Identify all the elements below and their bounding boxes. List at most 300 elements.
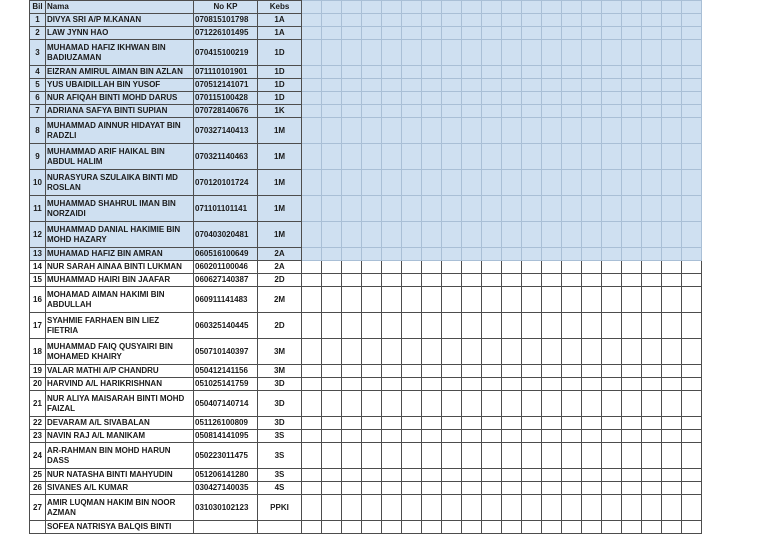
- grid-cell[interactable]: [402, 313, 422, 339]
- grid-cell[interactable]: [422, 443, 442, 469]
- grid-cell[interactable]: [422, 118, 442, 144]
- grid-cell[interactable]: [502, 1, 522, 14]
- grid-cell[interactable]: [462, 170, 482, 196]
- grid-cell[interactable]: [522, 261, 542, 274]
- grid-cell[interactable]: [402, 79, 422, 92]
- grid-cell[interactable]: [622, 196, 642, 222]
- grid-cell[interactable]: [562, 378, 582, 391]
- grid-cell[interactable]: [662, 274, 682, 287]
- grid-cell[interactable]: [462, 1, 482, 14]
- grid-cell[interactable]: [422, 144, 442, 170]
- grid-cell[interactable]: [362, 287, 382, 313]
- grid-cell[interactable]: [642, 521, 662, 534]
- grid-cell[interactable]: [602, 1, 622, 14]
- grid-cell[interactable]: [382, 1, 402, 14]
- grid-cell[interactable]: [382, 248, 402, 261]
- grid-cell[interactable]: [402, 170, 422, 196]
- grid-cell[interactable]: [382, 105, 402, 118]
- grid-cell[interactable]: [322, 1, 342, 14]
- grid-cell[interactable]: [502, 92, 522, 105]
- grid-cell[interactable]: [362, 521, 382, 534]
- grid-cell[interactable]: [602, 469, 622, 482]
- grid-cell[interactable]: [582, 495, 602, 521]
- grid-cell[interactable]: [322, 378, 342, 391]
- grid-cell[interactable]: [682, 391, 702, 417]
- grid-cell[interactable]: [342, 391, 362, 417]
- grid-cell[interactable]: [502, 196, 522, 222]
- grid-cell[interactable]: [682, 196, 702, 222]
- grid-cell[interactable]: [402, 40, 422, 66]
- grid-cell[interactable]: [322, 261, 342, 274]
- grid-cell[interactable]: [502, 27, 522, 40]
- grid-cell[interactable]: [302, 430, 322, 443]
- grid-cell[interactable]: [422, 14, 442, 27]
- grid-cell[interactable]: [482, 430, 502, 443]
- grid-cell[interactable]: [682, 105, 702, 118]
- grid-cell[interactable]: [402, 417, 422, 430]
- grid-cell[interactable]: [462, 274, 482, 287]
- grid-cell[interactable]: [562, 482, 582, 495]
- grid-cell[interactable]: [502, 443, 522, 469]
- grid-cell[interactable]: [482, 261, 502, 274]
- grid-cell[interactable]: [622, 365, 642, 378]
- grid-cell[interactable]: [642, 1, 662, 14]
- grid-cell[interactable]: [502, 482, 522, 495]
- grid-cell[interactable]: [582, 144, 602, 170]
- grid-cell[interactable]: [402, 196, 422, 222]
- grid-cell[interactable]: [602, 417, 622, 430]
- grid-cell[interactable]: [562, 170, 582, 196]
- grid-cell[interactable]: [582, 313, 602, 339]
- grid-cell[interactable]: [302, 261, 322, 274]
- grid-cell[interactable]: [582, 66, 602, 79]
- grid-cell[interactable]: [642, 287, 662, 313]
- grid-cell[interactable]: [662, 66, 682, 79]
- grid-cell[interactable]: [522, 339, 542, 365]
- grid-cell[interactable]: [462, 27, 482, 40]
- grid-cell[interactable]: [562, 92, 582, 105]
- grid-cell[interactable]: [662, 391, 682, 417]
- grid-cell[interactable]: [522, 40, 542, 66]
- grid-cell[interactable]: [562, 66, 582, 79]
- grid-cell[interactable]: [362, 248, 382, 261]
- grid-cell[interactable]: [462, 118, 482, 144]
- grid-cell[interactable]: [502, 144, 522, 170]
- grid-cell[interactable]: [502, 313, 522, 339]
- grid-cell[interactable]: [542, 196, 562, 222]
- grid-cell[interactable]: [302, 105, 322, 118]
- grid-cell[interactable]: [422, 521, 442, 534]
- grid-cell[interactable]: [442, 469, 462, 482]
- grid-cell[interactable]: [622, 313, 642, 339]
- grid-cell[interactable]: [302, 118, 322, 144]
- grid-cell[interactable]: [542, 339, 562, 365]
- grid-cell[interactable]: [462, 482, 482, 495]
- grid-cell[interactable]: [462, 521, 482, 534]
- grid-cell[interactable]: [602, 378, 622, 391]
- grid-cell[interactable]: [422, 40, 442, 66]
- grid-cell[interactable]: [482, 339, 502, 365]
- grid-cell[interactable]: [502, 430, 522, 443]
- grid-cell[interactable]: [562, 287, 582, 313]
- grid-cell[interactable]: [322, 365, 342, 378]
- grid-cell[interactable]: [602, 27, 622, 40]
- grid-cell[interactable]: [482, 1, 502, 14]
- grid-cell[interactable]: [422, 1, 442, 14]
- grid-cell[interactable]: [562, 313, 582, 339]
- grid-cell[interactable]: [602, 287, 622, 313]
- grid-cell[interactable]: [562, 144, 582, 170]
- grid-cell[interactable]: [402, 261, 422, 274]
- grid-cell[interactable]: [542, 27, 562, 40]
- grid-cell[interactable]: [302, 339, 322, 365]
- grid-cell[interactable]: [662, 170, 682, 196]
- grid-cell[interactable]: [382, 170, 402, 196]
- grid-cell[interactable]: [682, 430, 702, 443]
- grid-cell[interactable]: [522, 27, 542, 40]
- grid-cell[interactable]: [522, 521, 542, 534]
- grid-cell[interactable]: [302, 170, 322, 196]
- grid-cell[interactable]: [442, 1, 462, 14]
- grid-cell[interactable]: [522, 248, 542, 261]
- grid-cell[interactable]: [382, 391, 402, 417]
- grid-cell[interactable]: [522, 196, 542, 222]
- grid-cell[interactable]: [362, 1, 382, 14]
- grid-cell[interactable]: [602, 40, 622, 66]
- grid-cell[interactable]: [422, 274, 442, 287]
- grid-cell[interactable]: [362, 391, 382, 417]
- grid-cell[interactable]: [662, 222, 682, 248]
- grid-cell[interactable]: [322, 287, 342, 313]
- grid-cell[interactable]: [662, 14, 682, 27]
- grid-cell[interactable]: [502, 66, 522, 79]
- grid-cell[interactable]: [442, 443, 462, 469]
- grid-cell[interactable]: [382, 144, 402, 170]
- grid-cell[interactable]: [362, 261, 382, 274]
- grid-cell[interactable]: [402, 144, 422, 170]
- grid-cell[interactable]: [522, 391, 542, 417]
- grid-cell[interactable]: [482, 495, 502, 521]
- grid-cell[interactable]: [482, 144, 502, 170]
- grid-cell[interactable]: [482, 40, 502, 66]
- grid-cell[interactable]: [422, 248, 442, 261]
- grid-cell[interactable]: [422, 313, 442, 339]
- grid-cell[interactable]: [322, 144, 342, 170]
- grid-cell[interactable]: [482, 14, 502, 27]
- grid-cell[interactable]: [682, 66, 702, 79]
- grid-cell[interactable]: [682, 339, 702, 365]
- grid-cell[interactable]: [522, 144, 542, 170]
- grid-cell[interactable]: [302, 27, 322, 40]
- grid-cell[interactable]: [642, 430, 662, 443]
- grid-cell[interactable]: [562, 417, 582, 430]
- grid-cell[interactable]: [382, 378, 402, 391]
- grid-cell[interactable]: [542, 170, 562, 196]
- grid-cell[interactable]: [622, 430, 642, 443]
- grid-cell[interactable]: [542, 521, 562, 534]
- grid-cell[interactable]: [682, 27, 702, 40]
- grid-cell[interactable]: [382, 521, 402, 534]
- grid-cell[interactable]: [482, 27, 502, 40]
- grid-cell[interactable]: [482, 443, 502, 469]
- grid-cell[interactable]: [642, 79, 662, 92]
- grid-cell[interactable]: [382, 40, 402, 66]
- grid-cell[interactable]: [642, 170, 662, 196]
- grid-cell[interactable]: [342, 521, 362, 534]
- grid-cell[interactable]: [342, 287, 362, 313]
- grid-cell[interactable]: [302, 391, 322, 417]
- grid-cell[interactable]: [442, 482, 462, 495]
- grid-cell[interactable]: [302, 313, 322, 339]
- grid-cell[interactable]: [362, 118, 382, 144]
- grid-cell[interactable]: [342, 248, 362, 261]
- grid-cell[interactable]: [442, 365, 462, 378]
- grid-cell[interactable]: [362, 469, 382, 482]
- grid-cell[interactable]: [322, 274, 342, 287]
- grid-cell[interactable]: [542, 248, 562, 261]
- grid-cell[interactable]: [362, 92, 382, 105]
- grid-cell[interactable]: [322, 118, 342, 144]
- grid-cell[interactable]: [462, 14, 482, 27]
- grid-cell[interactable]: [522, 92, 542, 105]
- grid-cell[interactable]: [682, 79, 702, 92]
- grid-cell[interactable]: [522, 430, 542, 443]
- grid-cell[interactable]: [682, 365, 702, 378]
- grid-cell[interactable]: [542, 430, 562, 443]
- grid-cell[interactable]: [682, 40, 702, 66]
- grid-cell[interactable]: [642, 222, 662, 248]
- grid-cell[interactable]: [362, 144, 382, 170]
- grid-cell[interactable]: [542, 469, 562, 482]
- grid-cell[interactable]: [342, 92, 362, 105]
- grid-cell[interactable]: [502, 417, 522, 430]
- grid-cell[interactable]: [322, 14, 342, 27]
- grid-cell[interactable]: [522, 105, 542, 118]
- grid-cell[interactable]: [382, 66, 402, 79]
- grid-cell[interactable]: [342, 1, 362, 14]
- grid-cell[interactable]: [402, 105, 422, 118]
- grid-cell[interactable]: [622, 287, 642, 313]
- grid-cell[interactable]: [302, 92, 322, 105]
- grid-cell[interactable]: [422, 170, 442, 196]
- grid-cell[interactable]: [622, 222, 642, 248]
- grid-cell[interactable]: [522, 313, 542, 339]
- grid-cell[interactable]: [522, 66, 542, 79]
- grid-cell[interactable]: [302, 274, 322, 287]
- grid-cell[interactable]: [542, 378, 562, 391]
- grid-cell[interactable]: [342, 196, 362, 222]
- grid-cell[interactable]: [422, 378, 442, 391]
- grid-cell[interactable]: [642, 339, 662, 365]
- grid-cell[interactable]: [642, 469, 662, 482]
- grid-cell[interactable]: [542, 79, 562, 92]
- grid-cell[interactable]: [342, 495, 362, 521]
- grid-cell[interactable]: [502, 105, 522, 118]
- grid-cell[interactable]: [562, 105, 582, 118]
- grid-cell[interactable]: [662, 248, 682, 261]
- grid-cell[interactable]: [522, 14, 542, 27]
- grid-cell[interactable]: [662, 196, 682, 222]
- grid-cell[interactable]: [582, 92, 602, 105]
- grid-cell[interactable]: [542, 1, 562, 14]
- grid-cell[interactable]: [662, 495, 682, 521]
- grid-cell[interactable]: [602, 79, 622, 92]
- grid-cell[interactable]: [502, 339, 522, 365]
- grid-cell[interactable]: [342, 274, 362, 287]
- grid-cell[interactable]: [622, 66, 642, 79]
- grid-cell[interactable]: [682, 495, 702, 521]
- grid-cell[interactable]: [462, 222, 482, 248]
- grid-cell[interactable]: [682, 170, 702, 196]
- grid-cell[interactable]: [582, 443, 602, 469]
- grid-cell[interactable]: [682, 222, 702, 248]
- grid-cell[interactable]: [582, 287, 602, 313]
- grid-cell[interactable]: [362, 339, 382, 365]
- grid-cell[interactable]: [662, 443, 682, 469]
- grid-cell[interactable]: [362, 443, 382, 469]
- grid-cell[interactable]: [542, 118, 562, 144]
- grid-cell[interactable]: [462, 443, 482, 469]
- grid-cell[interactable]: [662, 313, 682, 339]
- grid-cell[interactable]: [602, 170, 622, 196]
- grid-cell[interactable]: [562, 79, 582, 92]
- grid-cell[interactable]: [662, 118, 682, 144]
- grid-cell[interactable]: [322, 495, 342, 521]
- grid-cell[interactable]: [602, 430, 622, 443]
- grid-cell[interactable]: [362, 482, 382, 495]
- grid-cell[interactable]: [382, 313, 402, 339]
- grid-cell[interactable]: [422, 196, 442, 222]
- grid-cell[interactable]: [402, 430, 422, 443]
- grid-cell[interactable]: [582, 365, 602, 378]
- grid-cell[interactable]: [322, 79, 342, 92]
- grid-cell[interactable]: [522, 118, 542, 144]
- grid-cell[interactable]: [642, 482, 662, 495]
- grid-cell[interactable]: [442, 248, 462, 261]
- grid-cell[interactable]: [662, 287, 682, 313]
- grid-cell[interactable]: [362, 430, 382, 443]
- grid-cell[interactable]: [662, 27, 682, 40]
- grid-cell[interactable]: [482, 92, 502, 105]
- grid-cell[interactable]: [302, 469, 322, 482]
- grid-cell[interactable]: [642, 66, 662, 79]
- grid-cell[interactable]: [342, 144, 362, 170]
- grid-cell[interactable]: [402, 27, 422, 40]
- grid-cell[interactable]: [642, 248, 662, 261]
- grid-cell[interactable]: [562, 196, 582, 222]
- grid-cell[interactable]: [482, 222, 502, 248]
- grid-cell[interactable]: [302, 365, 322, 378]
- grid-cell[interactable]: [302, 482, 322, 495]
- grid-cell[interactable]: [542, 144, 562, 170]
- grid-cell[interactable]: [422, 222, 442, 248]
- grid-cell[interactable]: [622, 170, 642, 196]
- grid-cell[interactable]: [622, 274, 642, 287]
- grid-cell[interactable]: [402, 118, 422, 144]
- grid-cell[interactable]: [322, 391, 342, 417]
- grid-cell[interactable]: [562, 365, 582, 378]
- grid-cell[interactable]: [602, 391, 622, 417]
- grid-cell[interactable]: [342, 365, 362, 378]
- grid-cell[interactable]: [382, 365, 402, 378]
- grid-cell[interactable]: [642, 391, 662, 417]
- grid-cell[interactable]: [442, 495, 462, 521]
- grid-cell[interactable]: [382, 14, 402, 27]
- grid-cell[interactable]: [322, 521, 342, 534]
- grid-cell[interactable]: [322, 313, 342, 339]
- grid-cell[interactable]: [522, 222, 542, 248]
- grid-cell[interactable]: [682, 14, 702, 27]
- grid-cell[interactable]: [382, 443, 402, 469]
- grid-cell[interactable]: [682, 417, 702, 430]
- grid-cell[interactable]: [382, 92, 402, 105]
- grid-cell[interactable]: [562, 27, 582, 40]
- grid-cell[interactable]: [362, 27, 382, 40]
- grid-cell[interactable]: [462, 105, 482, 118]
- grid-cell[interactable]: [442, 40, 462, 66]
- grid-cell[interactable]: [322, 248, 342, 261]
- grid-cell[interactable]: [622, 105, 642, 118]
- grid-cell[interactable]: [482, 378, 502, 391]
- grid-cell[interactable]: [422, 79, 442, 92]
- grid-cell[interactable]: [462, 66, 482, 79]
- grid-cell[interactable]: [422, 92, 442, 105]
- grid-cell[interactable]: [482, 196, 502, 222]
- grid-cell[interactable]: [582, 391, 602, 417]
- grid-cell[interactable]: [502, 170, 522, 196]
- grid-cell[interactable]: [302, 443, 322, 469]
- grid-cell[interactable]: [642, 495, 662, 521]
- grid-cell[interactable]: [502, 391, 522, 417]
- grid-cell[interactable]: [622, 495, 642, 521]
- grid-cell[interactable]: [422, 287, 442, 313]
- grid-cell[interactable]: [402, 469, 422, 482]
- grid-cell[interactable]: [602, 196, 622, 222]
- grid-cell[interactable]: [342, 222, 362, 248]
- grid-cell[interactable]: [522, 365, 542, 378]
- grid-cell[interactable]: [302, 40, 322, 66]
- grid-cell[interactable]: [682, 443, 702, 469]
- grid-cell[interactable]: [542, 105, 562, 118]
- grid-cell[interactable]: [402, 365, 422, 378]
- grid-cell[interactable]: [502, 261, 522, 274]
- grid-cell[interactable]: [682, 482, 702, 495]
- grid-cell[interactable]: [622, 248, 642, 261]
- grid-cell[interactable]: [582, 79, 602, 92]
- grid-cell[interactable]: [462, 92, 482, 105]
- grid-cell[interactable]: [302, 378, 322, 391]
- grid-cell[interactable]: [442, 417, 462, 430]
- grid-cell[interactable]: [602, 66, 622, 79]
- grid-cell[interactable]: [482, 118, 502, 144]
- grid-cell[interactable]: [322, 170, 342, 196]
- grid-cell[interactable]: [682, 521, 702, 534]
- grid-cell[interactable]: [642, 261, 662, 274]
- grid-cell[interactable]: [682, 469, 702, 482]
- grid-cell[interactable]: [502, 287, 522, 313]
- grid-cell[interactable]: [342, 261, 362, 274]
- grid-cell[interactable]: [622, 521, 642, 534]
- grid-cell[interactable]: [602, 144, 622, 170]
- grid-cell[interactable]: [422, 495, 442, 521]
- grid-cell[interactable]: [362, 196, 382, 222]
- grid-cell[interactable]: [402, 378, 422, 391]
- grid-cell[interactable]: [302, 495, 322, 521]
- grid-cell[interactable]: [342, 482, 362, 495]
- grid-cell[interactable]: [582, 430, 602, 443]
- grid-cell[interactable]: [582, 14, 602, 27]
- grid-cell[interactable]: [482, 105, 502, 118]
